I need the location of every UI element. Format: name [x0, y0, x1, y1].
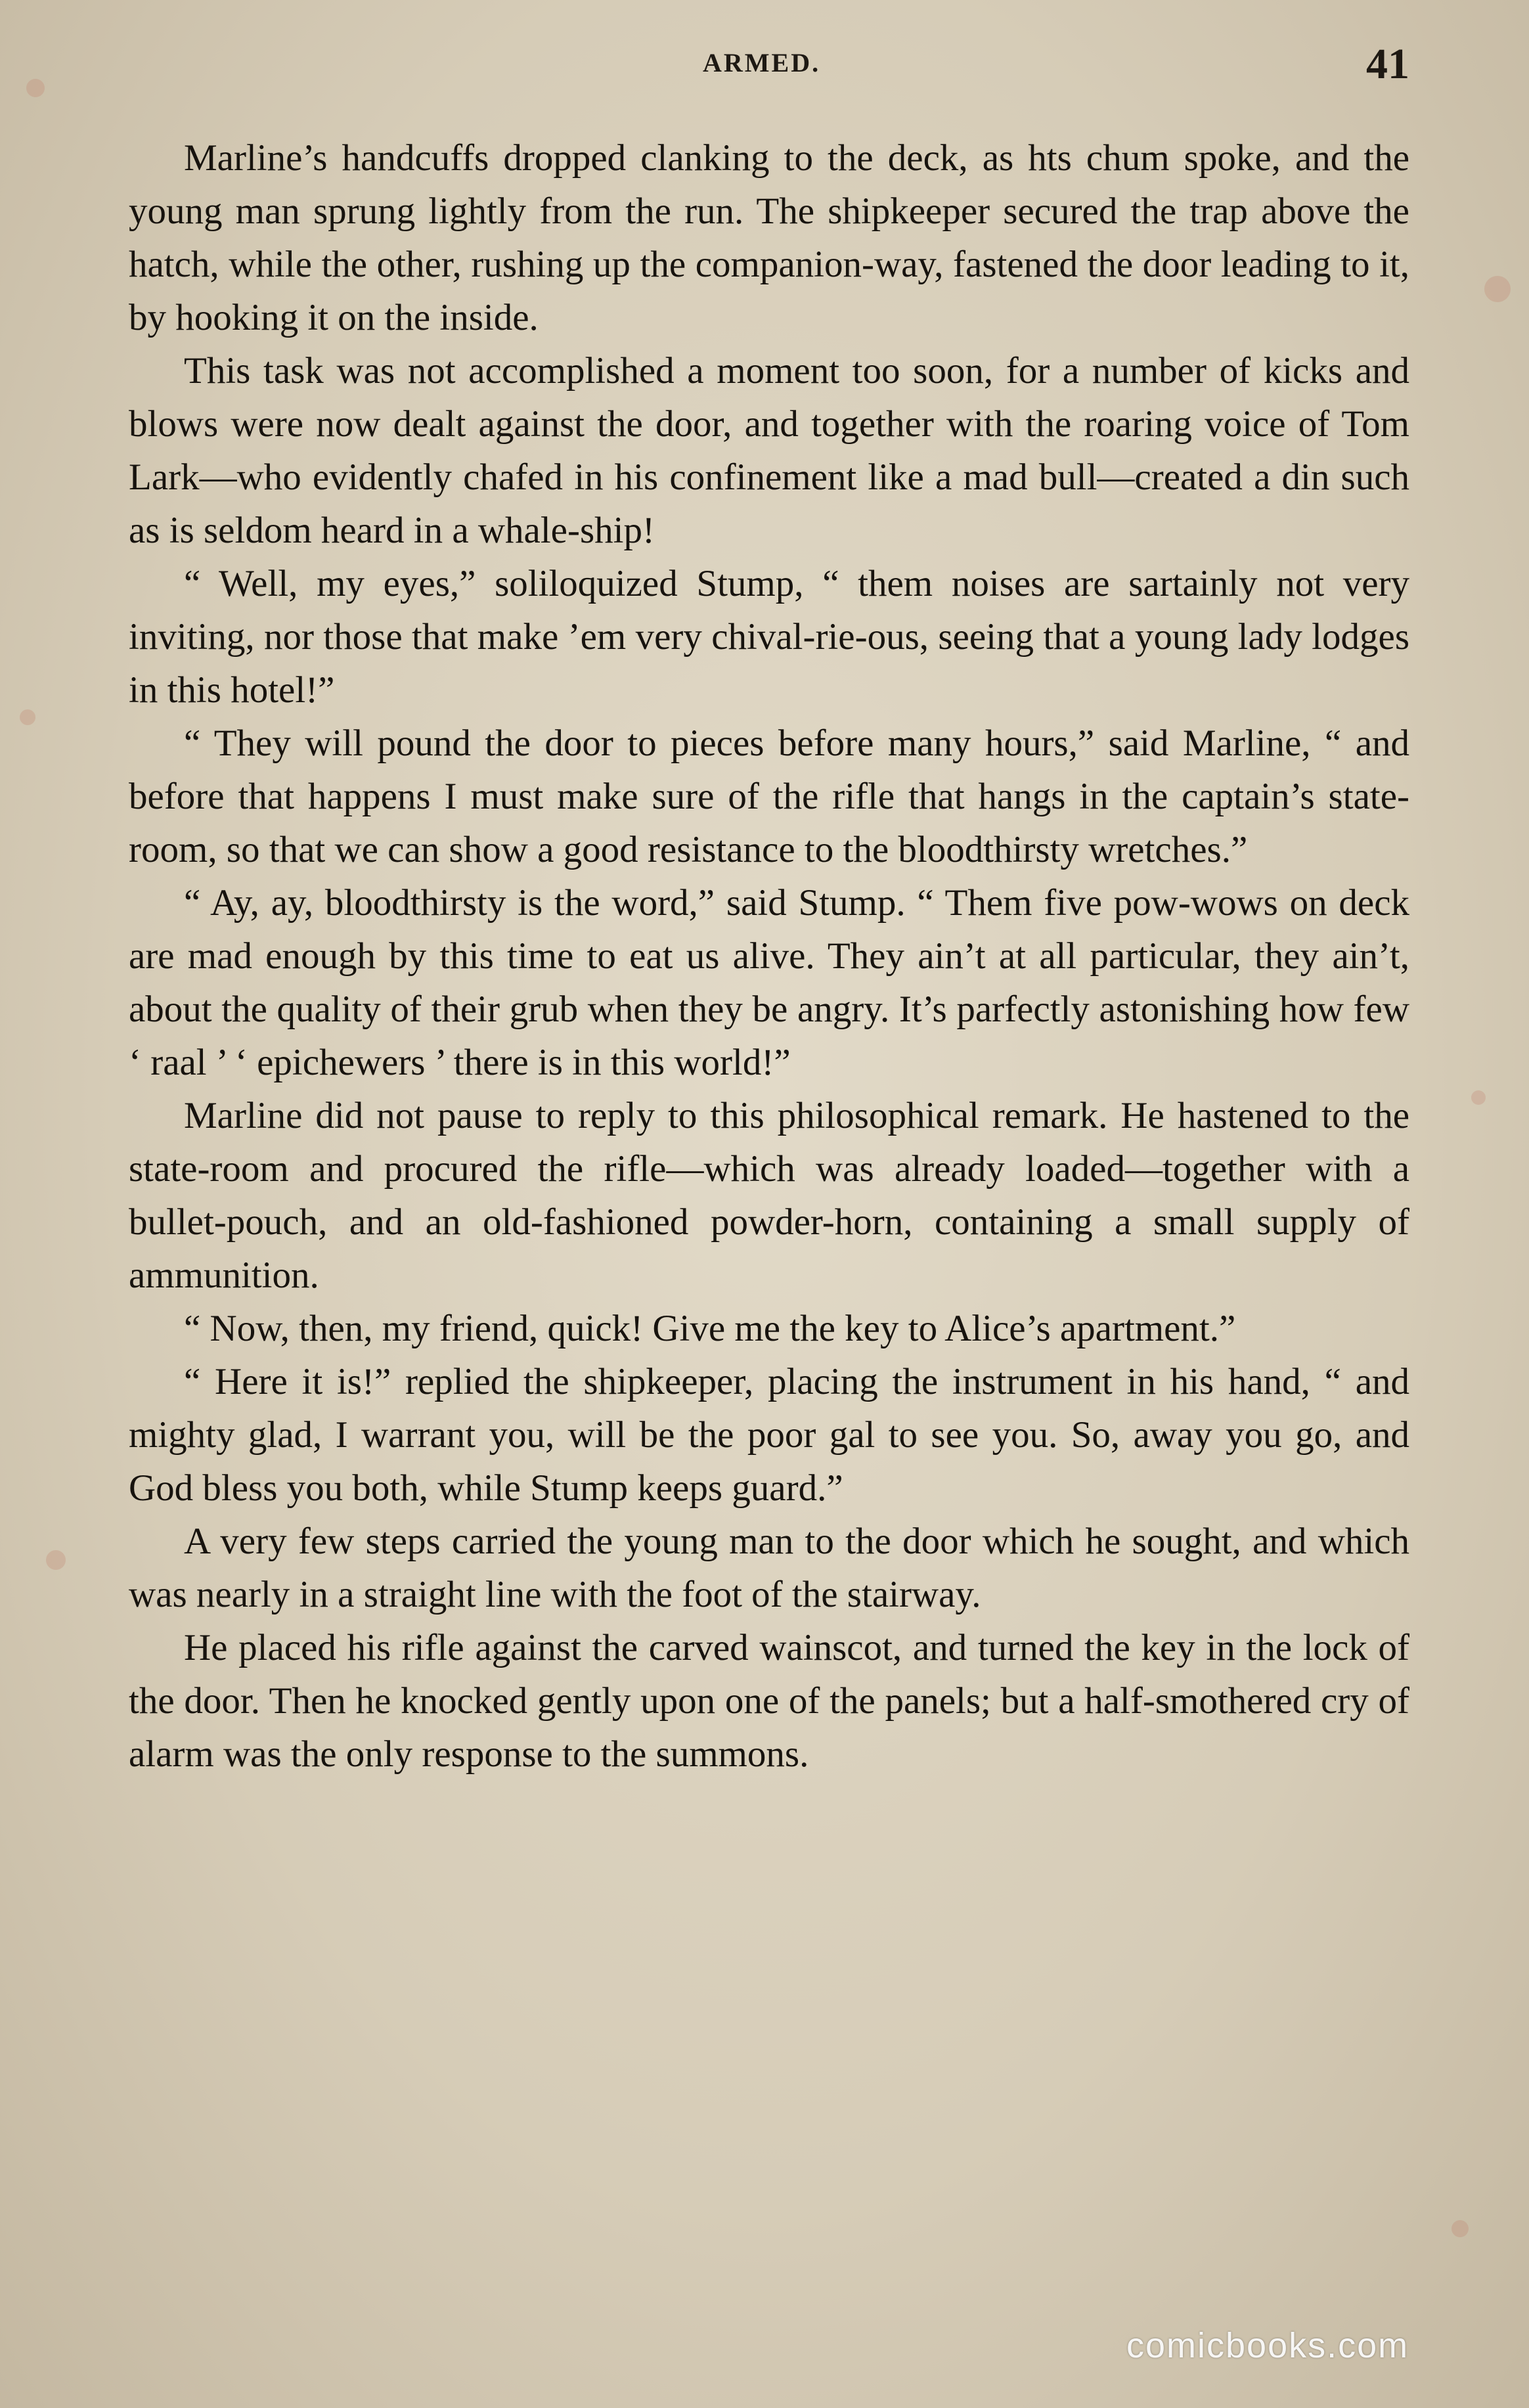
chapter-heading: ARMED.	[703, 48, 821, 78]
paragraph: Marline’s handcuffs dropped clanking to the deck, as hts chum spoke, and the young man sprung lightly from the run. The shipkeeper secured the trap above the hatch, while the other, rushing up the companion-way, fastened the door leading to it, by hooking it on the inside.	[129, 137, 1409, 338]
paragraph: Marline did not pause to reply to this philosophical remark. He hastened to the state-room and procured the rifle—which was already loaded—together with a bullet-pouch, and an old-fashioned powder-horn, containing a small supply of ammunition.	[129, 1095, 1409, 1296]
watermark: comicbooks.com	[1126, 2326, 1409, 2365]
paragraph: A very few steps carried the young man to the door which he sought, and which was nearly in a straight line with the foot of the stairway.	[129, 1521, 1409, 1615]
paragraph: This task was not accomplished a moment too soon, for a number of kicks and blows were now dealt against the door, and together with the roaring voice of Tom Lark—who evidently chafed in his confinement like a mad bull—created a din such as is seldom heard in a whale-ship!	[129, 350, 1409, 551]
paragraph: “ Here it is!” replied the shipkeeper, placing the instrument in his hand, “ and mighty glad, I warrant you, will be the poor gal to see you. So, away you go, and God bless you both, while Stump keeps guard.”	[129, 1361, 1409, 1509]
foxing-spot	[1471, 1090, 1486, 1105]
paragraph: “ Well, my eyes,” soliloquized Stump, “ them noises are sartainly not very inviting, nor those that make ’em very chival-rie-ous, seeing that a young lady lodges in this hotel!”	[129, 563, 1409, 711]
paragraph: “ They will pound the door to pieces before many hours,” said Marline, “ and before that happens I must make sure of the rifle that hangs in the captain’s state-room, so that we can show a good resistance to the bloodthirsty wretches.”	[129, 723, 1409, 870]
body-text	[129, 131, 1409, 1781]
foxing-spot	[1484, 276, 1511, 302]
paragraph: “ Now, then, my friend, quick! Give me the key to Alice’s apartment.”	[184, 1308, 1236, 1349]
page-number: 41	[1366, 40, 1409, 88]
foxing-spot	[20, 709, 35, 725]
foxing-spot	[1451, 2220, 1469, 2237]
running-head	[0, 39, 1529, 99]
paragraph: “ Ay, ay, bloodthirsty is the word,” said Stump. “ Them five pow-wows on deck are mad enough by this time to eat us alive. They ain’t at all particular, they ain’t, about the quality of their grub when they be angry. It’s parfectly astonishing how few ‘ raal ’ ‘ epichewers ’ there is in this world!”	[129, 882, 1409, 1083]
paragraph: He placed his rifle against the carved wainscot, and turned the key in the lock of the door. Then he knocked gently upon one of the panels; but a half-smothered cry of alarm was the only response to the summons.	[129, 1627, 1409, 1775]
foxing-spot	[46, 1550, 66, 1570]
